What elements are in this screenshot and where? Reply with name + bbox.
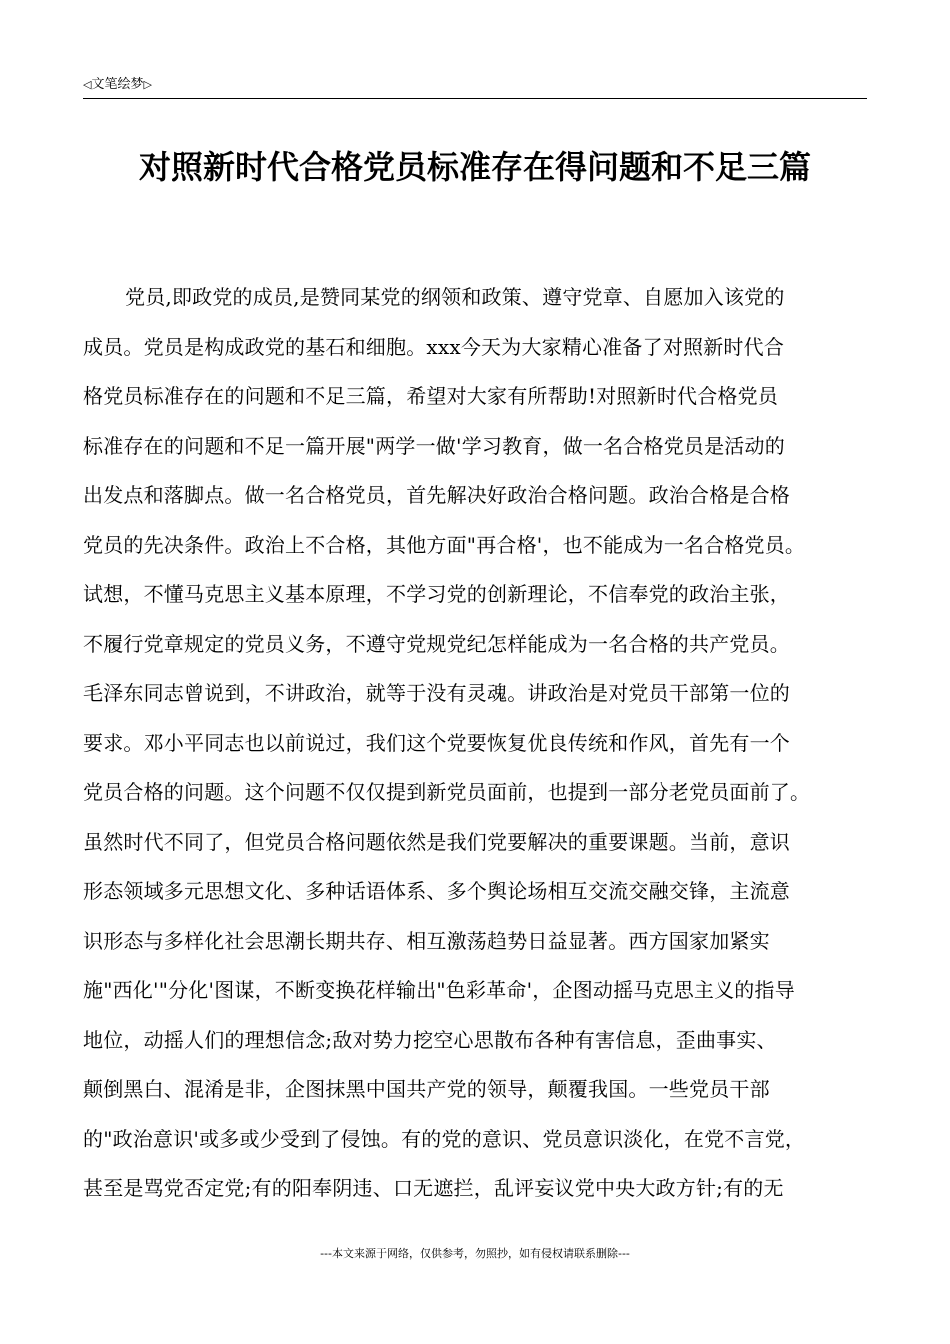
header-brand (83, 76, 152, 94)
brand-text: 文笔绘梦 (91, 77, 144, 92)
text-line: 试想，不懂马克思主义基本原理，不学习党的创新理论，不信奉党的政治主张， (83, 582, 790, 606)
body-paragraph (83, 277, 873, 1218)
text-line: 地位，动摇人们的理想信念;敌对势力挖空心思散布各种有害信息，歪曲事实、 (83, 1027, 777, 1052)
text-line: 甚至是骂党否定党;有的阳奉阴违、口无遮拦，乱评妄议党中央大政方针;有的无 (83, 1176, 784, 1200)
text-line: 颠倒黑白、混淆是非，企图抹黑中国共产党的领导，颠覆我国。一些党员干部 (83, 1077, 770, 1101)
text-line: 党员合格的问题。这个问题不仅仅提到新党员面前，也提到一部分老党员面前了。 (83, 780, 811, 804)
text-line: 施"西化'"分化'图谋，不断变换花样输出"色彩革命'，企图动摇马克思主义的指导 (83, 978, 795, 1002)
text-line: 格党员标准存在的问题和不足三篇，希望对大家有所帮助!对照新时代合格党员 (83, 384, 779, 408)
page-header (83, 74, 867, 99)
text-line: 不履行党章规定的党员义务，不遵守党规党纪怎样能成为一名合格的共产党员。 (83, 631, 790, 656)
text-line: 的"政治意识'或多或少受到了侵蚀。有的党的意识、党员意识淡化，在党不言党， (83, 1126, 806, 1151)
right-triangle-icon: ▷ (143, 78, 152, 91)
text-line: 虽然时代不同了，但党员合格问题依然是我们党要解决的重要课题。当前，意识 (83, 829, 790, 854)
left-triangle-icon: ◁ (83, 78, 92, 91)
text-line: 毛泽东同志曾说到，不讲政治，就等于没有灵魂。讲政治是对党员干部第一位的 (83, 681, 790, 705)
text-line: 成员。党员是构成政党的基石和细胞。xxx今天为大家精心准备了对照新时代合 (83, 334, 785, 359)
text-line: 形态领域多元思想文化、多种话语体系、多个舆论场相互交流交融交锋，主流意 (83, 879, 790, 903)
text-line: 党员的先决条件。政治上不合格，其他方面"再合格'，也不能成为一名合格党员。 (83, 532, 806, 557)
text-line: 出发点和落脚点。做一名合格党员，首先解决好政治合格问题。政治合格是合格 (83, 483, 790, 507)
text-line: 标准存在的问题和不足一篇开展"两学一做'学习教育，做一名合格党员是活动的 (83, 433, 785, 458)
text-line: 识形态与多样化社会思潮长期共存、相互激荡趋势日益显著。西方国家加紧实 (83, 928, 770, 953)
document-title: 对照新时代合格党员标准存在得问题和不足三篇 (138, 148, 811, 186)
source-disclaimer: ---本文来源于网络，仅供参考，勿照抄，如有侵权请联系删除--- (320, 1247, 630, 1260)
text-line: 党员,即政党的成员,是赞同某党的纲领和政策、遵守党章、自愿加入该党的 (125, 285, 785, 309)
text-line: 要求。邓小平同志也以前说过，我们这个党要恢复优良传统和作风，首先有一个 (83, 730, 790, 755)
